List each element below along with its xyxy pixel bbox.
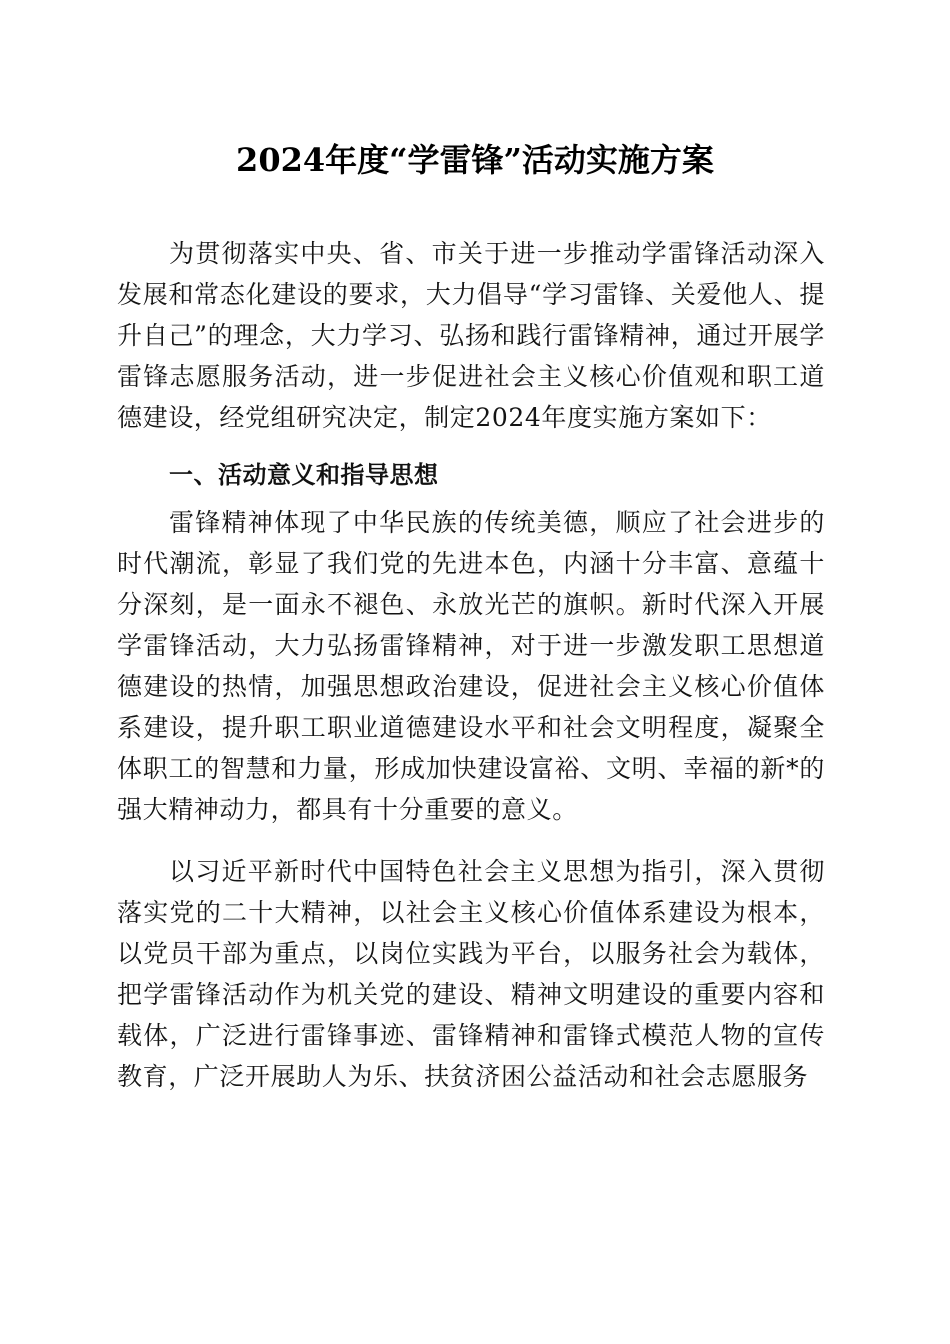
section-heading-1: 一、活动意义和指导思想 (169, 461, 439, 489)
document-title: 2024年度“学雷锋”活动实施方案 (236, 141, 714, 179)
section-1-paragraph-2: 以习近平新时代中国特色社会主义思想为指引，深入贯彻落实党的二十大精神，以社会主义核心价值体系建设为根本，以党员干部为重点，以岗位实践为平台，以服务社会为载体，把学雷锋活动作为机关党的建设、精神文明建设的重要内容和载体，广泛进行雷锋事迹、雷锋精神和雷锋式模范人物的宣传教育，广泛开展助人为乐、扶贫济困公益活动和社会志愿服务 (117, 857, 825, 1091)
intro-paragraph: 为贯彻落实中央、省、市关于进一步推动学雷锋活动深入发展和常态化建设的要求，大力倡导“学习雷锋、关爱他人、提升自己”的理念，大力学习、弘扬和践行雷锋精神，通过开展学雷锋志愿服务活动，进一步促进社会主义核心价值观和职工道德建设，经党组研究决定，制定2024年度实施方案如下： (117, 239, 825, 432)
section-1-paragraph-1: 雷锋精神体现了中华民族的传统美德，顺应了社会进步的时代潮流，彰显了我们党的先进本色，内涵十分丰富、意蕴十分深刻，是一面永不褪色、永放光芒的旗帜。新时代深入开展学雷锋活动，大力弘扬雷锋精神，对于进一步激发职工思想道德建设的热情，加强思想政治建设，促进社会主义核心价值体系建设，提升职工职业道德建设水平和社会文明程度，凝聚全体职工的智慧和力量，形成加快建设富裕、文明、幸福的新*的强大精神动力，都具有十分重要的意义。 (117, 508, 825, 824)
